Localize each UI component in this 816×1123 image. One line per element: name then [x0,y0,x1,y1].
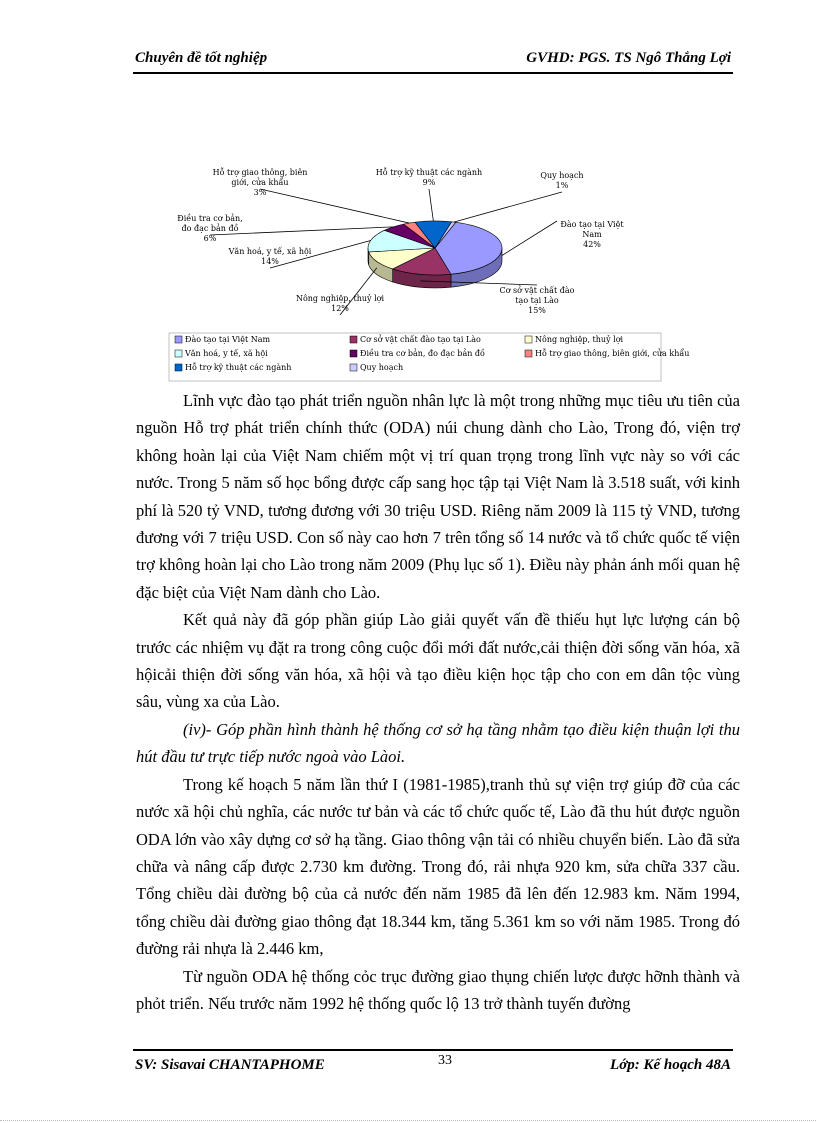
leader-line-7 [454,192,562,222]
paragraph: Kết quả này đã góp phần giúp Lào giải quyết vấn đề thiếu hụt lực lượng cán bộ trước các nhiệm vụ đặt ra trong công cuộc đổi mới đất nước,cải thiện đời sống văn hóa, xã hộicải thiện đời sống văn hóa, xã hội và tạo điều kiện học tập cho con em dân tộc vùng sâu, vùng xa của Lào. [136,610,740,712]
slice-label-3: Văn hoá, y tế, xã hội 14% [228,247,312,266]
legend-item-1: Cơ sở vật chất đào tạo tại Lào [360,335,481,344]
leader-line-5 [260,189,409,223]
legend-item-7: Quy hoạch [360,363,404,372]
legend-swatch-5 [525,350,532,357]
legend-swatch-2 [525,336,532,343]
paragraph: Từ nguồn ODA hệ thống cỏc trục đường giao thụng chiến lược được hỡnh thành và phỏt triển. Nếu trước năm 1992 hệ thống quốc lộ 13 trở thành tuyến đường [136,966,740,1013]
legend-swatch-7 [350,364,357,371]
slice-value-4: 6% [203,234,217,243]
legend-item-2: Nông nghiệp, thuỷ lợi [535,335,624,344]
legend-item-6: Hỗ trợ kỹ thuật các ngành [185,363,292,372]
slice-label-2: Nông nghiệp, thuỷ lợi 12% [295,294,385,313]
leader-line-0 [502,221,557,255]
slice-label-5: Hỗ trợ giao thông, biên giới, cửa khẩu 3% [212,168,308,197]
legend-swatch-0 [175,336,182,343]
page-header [133,48,733,74]
legend-swatch-1 [350,336,357,343]
slice-value-0: 42% [583,240,601,249]
page-number: 33 [438,1053,452,1068]
footer-class: Lớp: Kế hoạch 48A [610,1057,731,1073]
slice-value-2: 12% [331,304,349,313]
page-footer [133,1049,733,1075]
paragraph: Trong kế hoạch 5 năm lần thứ I (1981-1985),tranh thủ sự viện trợ giúp đỡ của các nước xã hội chủ nghĩa, các nước tư bản và các tổ chức quốc tế, Lào đã thu hút được nguồn ODA lớn vào xây dựng cơ sở hạ tầng. Giao thông vận tải có nhiều chuyển biến. Lào đã sửa chữa và nâng cấp được 2.730 km đường. Trong đó, rải nhựa 920 km, sửa chữa 337 cầu. Tổng chiều dài đường bộ của cả nước đến năm 1985 đã lên đến 12.983 km. Năm 1994, tổng chiều dài đường giao thông đạt 18.344 km, tăng 5.361 km so với năm 1985. Trong đó đường rải nhựa là 2.446 km, [136,774,740,959]
page-bottom-rule [0,1120,816,1121]
legend-item-5: Hỗ trợ giao thông, biên giới, cửa khẩu [535,349,690,358]
slice-value-1: 15% [528,306,546,315]
slice-value-6: 9% [422,178,436,187]
paragraph: Lĩnh vực đào tạo phát triển nguồn nhân lực là một trong những mục tiêu ưu tiên của nguồn Hỗ trợ phát triển chính thức (ODA) núi chung dành cho Lào, Trong đó, viện trợ không hoàn lại của Việt Nam chiếm một vị trí quan trọng trong lĩnh vực này so với các nước. Trong 5 năm số học bổng được cấp sang học tập tại Việt Nam là 3.518 suất, với kinh phí là 520 tỷ VND, tương đương với 30 triệu USD. Riêng năm 2009 là 115 tỷ VND, tương đương với 7 triệu USD. Con số này cao hơn 7 trên tổng số 14 nước và tổ chức quốc tế viện trợ không hoàn lại cho Lào trong năm 2009 (Phụ lục số 1). Điều này phản ánh mối quan hệ đặc biệt của Việt Nam dành cho Lào. [136,391,740,602]
slice-label-4: Điều tra cơ bản, đo đạc bản đồ 6% [177,214,243,243]
slice-value-3: 14% [261,257,279,266]
leader-line-6 [429,189,433,221]
legend-item-4: Điều tra cơ bản, đo đạc bản đồ [360,349,485,358]
slice-label-0: Đào tạo tại Việt Nam 42% [560,220,624,249]
pie-slices [368,221,502,275]
legend-item-3: Văn hoá, y tế, xã hội [185,349,268,358]
slice-label-1: Cơ sở vật chất đào tạo tại Lào 15% [499,286,575,315]
legend-swatch-4 [350,350,357,357]
slice-value-7: 1% [555,181,569,190]
header-supervisor: GVHD: PGS. TS Ngô Thắng Lợi [526,50,731,66]
footer-student: SV: Sisavai CHANTAPHOME [135,1057,325,1073]
legend-swatch-6 [175,364,182,371]
legend-swatch-3 [175,350,182,357]
section-heading: (iv)- Góp phần hình thành hệ thống cơ sở hạ tầng nhằm tạo điều kiện thuận lợi thu hút đầu tư trực tiếp nước ngoà vào Làoi. [136,719,740,767]
header-title: Chuyên đề tốt nghiệp [135,50,268,66]
slice-value-5: 3% [253,188,267,197]
legend-item-0: Đào tạo tại Việt Nam [185,335,271,344]
slice-label-7: Quy hoạch 1% [540,171,584,190]
chart-legend [169,333,689,381]
body-text [136,387,740,1017]
pie-chart-svg [145,155,705,385]
slice-label-6: Hỗ trợ kỹ thuật các ngành 9% [375,168,483,187]
pie-chart [145,155,705,385]
